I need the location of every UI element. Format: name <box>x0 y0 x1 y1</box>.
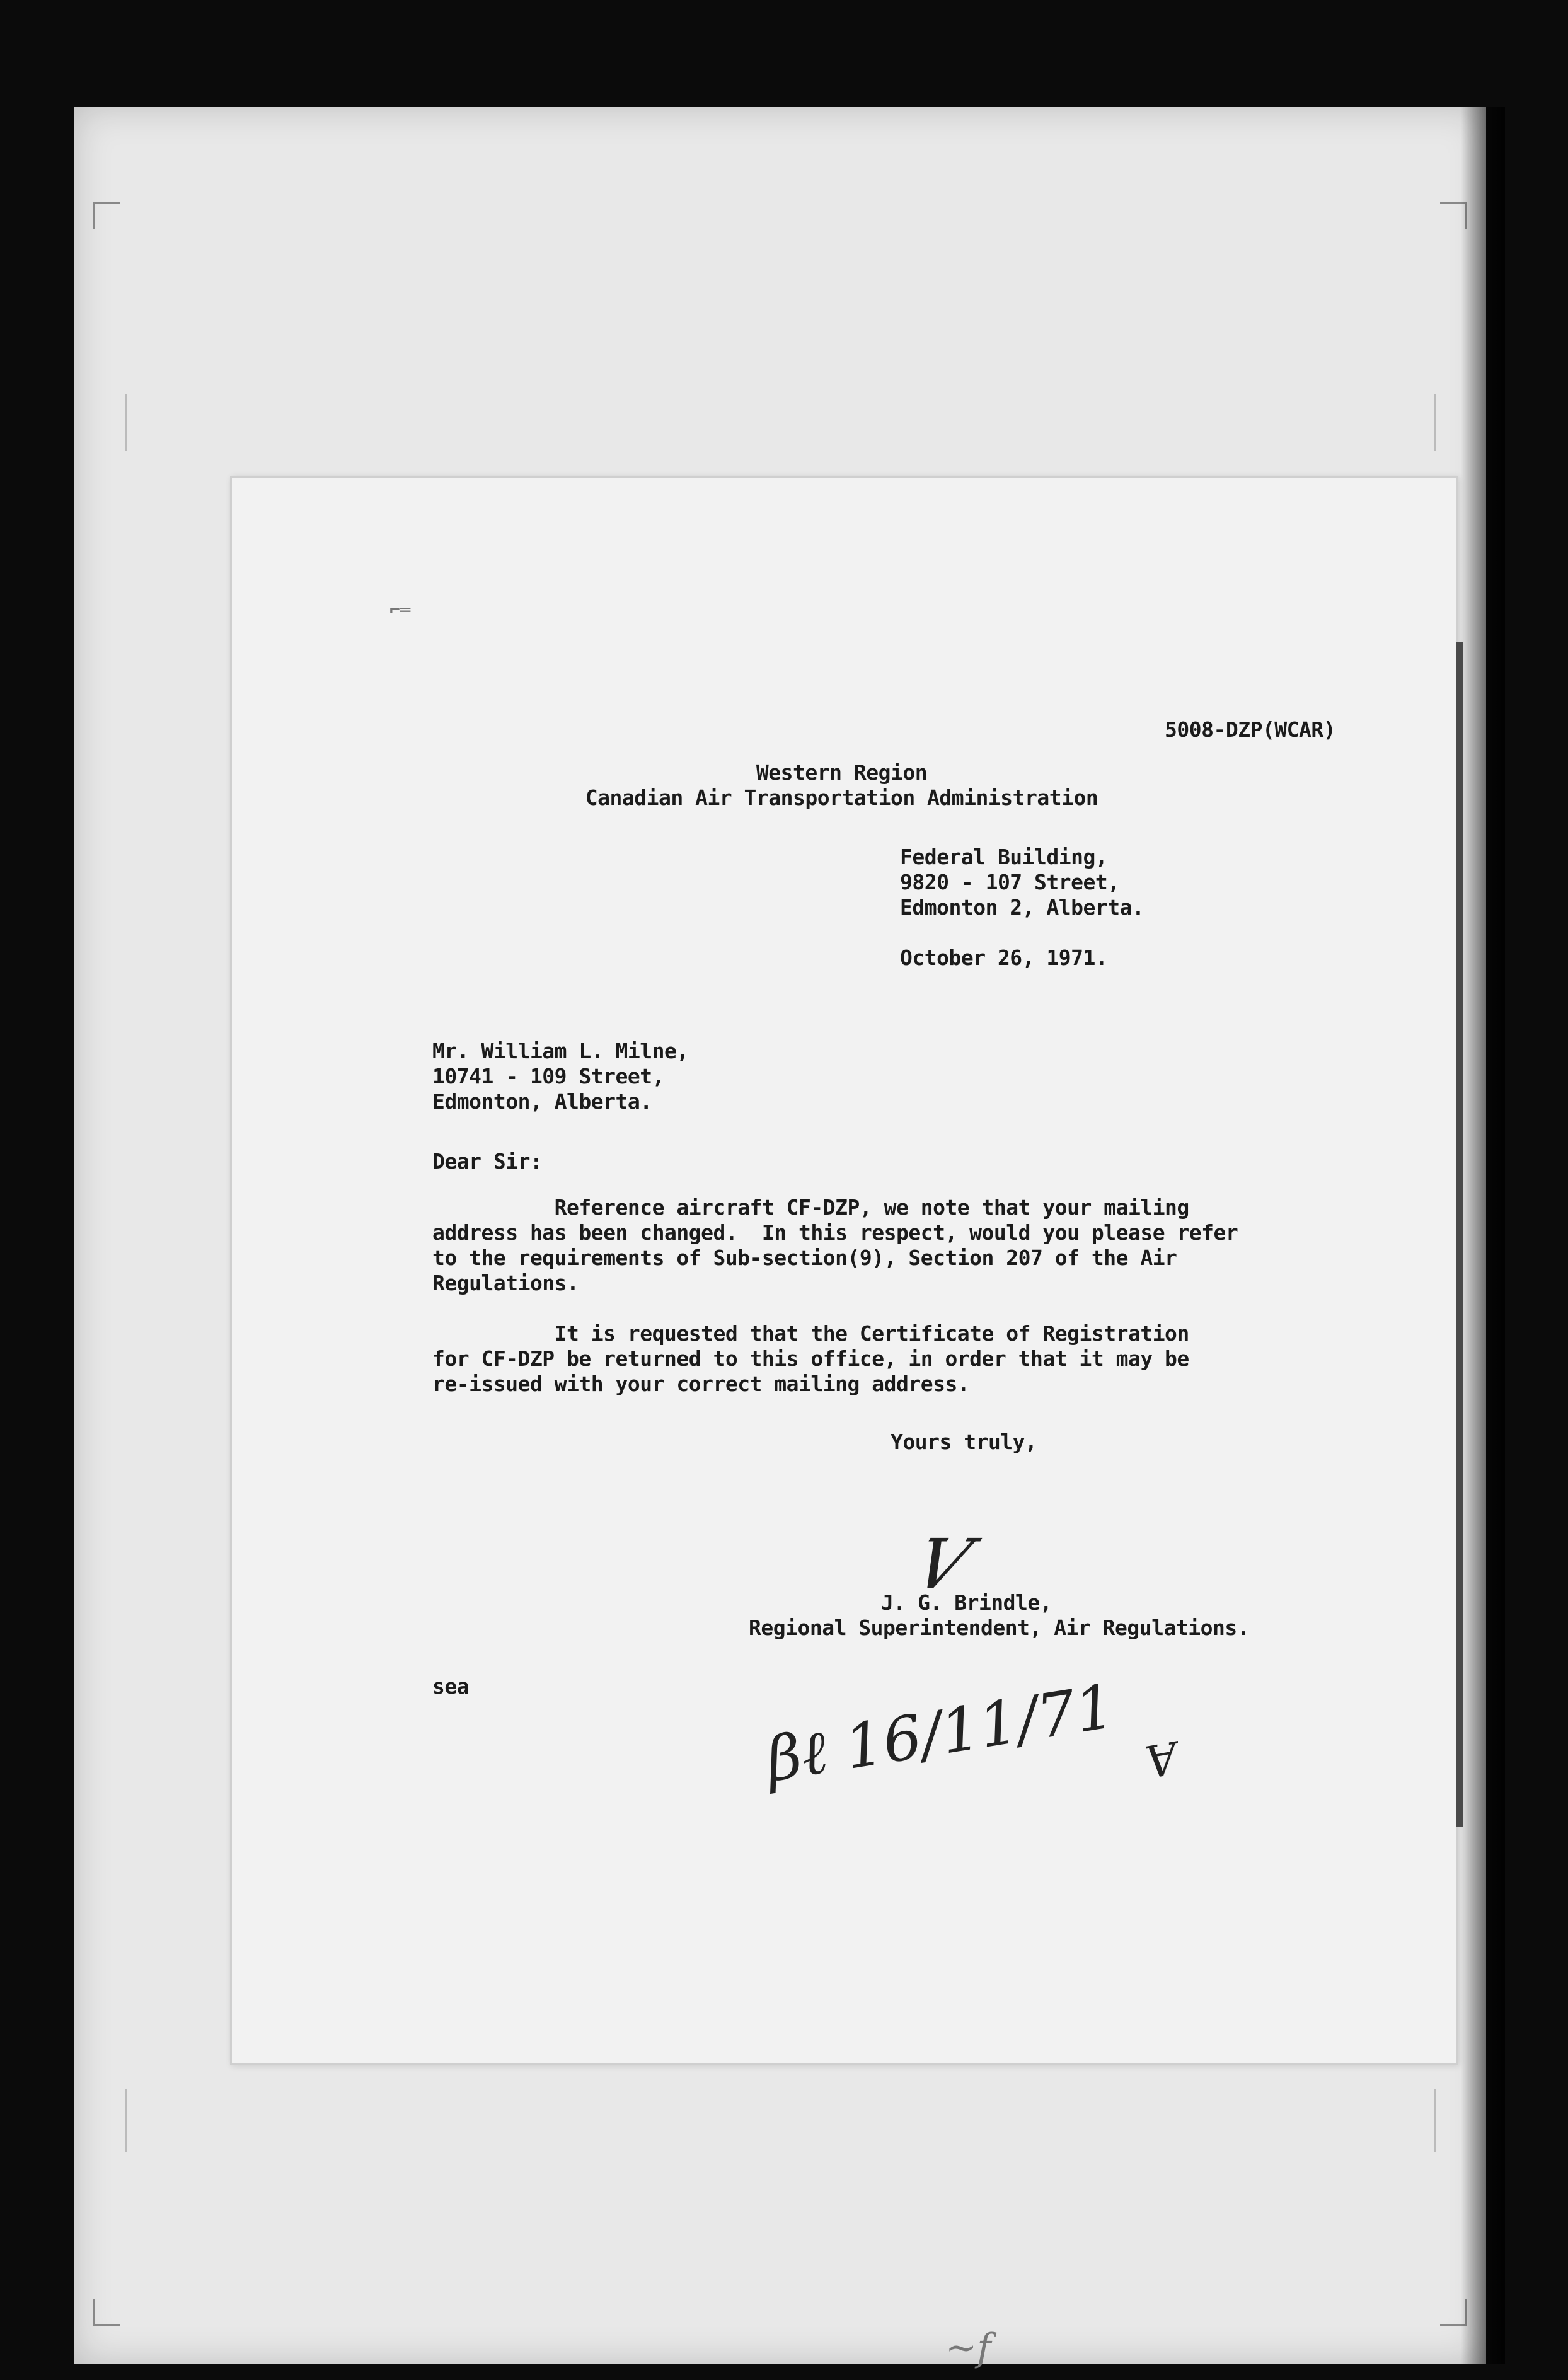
letterhead-administration: Canadian Air Transportation Administration <box>585 785 1098 810</box>
body-paragraph-2-line-2: for CF-DZP be returned to this office, in order that it may be <box>432 1346 1189 1371</box>
letter-date: October 26, 1971. <box>900 945 1108 970</box>
corner-mark <box>1421 2089 1436 2152</box>
body-paragraph-2-line-3: re-issued with your correct mailing address. <box>432 1372 970 1396</box>
body-paragraph-2-line-1: It is requested that the Certificate of Registration <box>432 1321 1189 1346</box>
body-paragraph-1-line-1: Reference aircraft CF-DZP, we note that your mailing <box>432 1195 1189 1220</box>
body-paragraph-1-line-4: Regulations. <box>432 1271 579 1295</box>
file-reference: 5008-DZP(WCAR) <box>1165 717 1336 742</box>
typist-initials: sea <box>432 1674 470 1699</box>
signature: V <box>904 1524 981 1605</box>
letter-page <box>230 476 1458 2065</box>
handwritten-annotation: βℓ 16/11/71 <box>761 1670 1119 1796</box>
margin-mark: ~f <box>945 2326 991 2370</box>
corner-mark <box>93 202 120 229</box>
punch-mark: ⌐═ <box>389 599 410 620</box>
recipient-name: Mr. William L. Milne, <box>432 1039 689 1063</box>
sender-address-line2: 9820 - 107 Street, <box>900 870 1120 894</box>
corner-mark <box>93 2299 120 2326</box>
corner-mark <box>1440 202 1467 229</box>
letterhead-region: Western Region <box>756 760 928 785</box>
signatory-name: J. G. Brindle, <box>881 1590 1052 1615</box>
closing: Yours truly, <box>891 1430 1037 1454</box>
salutation: Dear Sir: <box>432 1149 543 1174</box>
sender-address-line1: Federal Building, <box>900 845 1108 869</box>
sender-address-line3: Edmonton 2, Alberta. <box>900 895 1144 920</box>
handwritten-initial: Ɐ <box>1141 1733 1182 1789</box>
recipient-city: Edmonton, Alberta. <box>432 1089 652 1114</box>
corner-mark <box>125 394 139 451</box>
signatory-title: Regional Superintendent, Air Regulations. <box>749 1615 1250 1640</box>
recipient-street: 10741 - 109 Street, <box>432 1064 664 1089</box>
corner-mark <box>125 2089 139 2152</box>
corner-mark <box>1440 2299 1467 2326</box>
corner-mark <box>1421 394 1436 451</box>
body-paragraph-1-line-2: address has been changed. In this respect, would you please refer <box>432 1220 1238 1245</box>
body-paragraph-1-line-3: to the requirements of Sub-section(9), Section 207 of the Air <box>432 1245 1177 1270</box>
